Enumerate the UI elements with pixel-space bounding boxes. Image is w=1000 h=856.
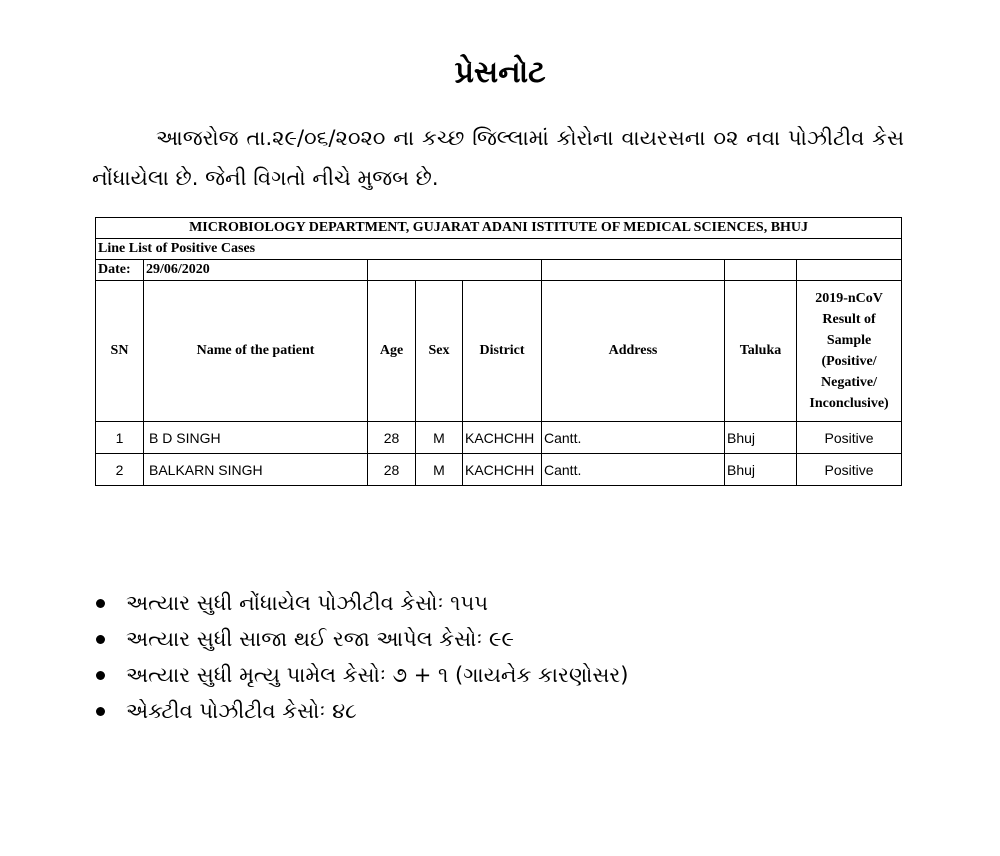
cell-sn: 2	[96, 454, 144, 486]
cell-address: Cantt.	[542, 422, 725, 454]
list-item	[92, 693, 629, 729]
cell-age: 28	[368, 454, 416, 486]
page-title: પ્રેસનોટ	[454, 55, 546, 90]
col-result	[797, 281, 902, 422]
bullet-icon	[96, 599, 105, 608]
cell-name: B D SINGH	[144, 422, 368, 454]
intro-paragraph: આજરોજ તા.૨૯/૦૬/૨૦૨૦ ના કચ્છ જિલ્લામાં કોરોના વાયરસના ૦૨ નવા પોઝીટીવ કેસ નોંધાયેલા છે. જેની વિગતો નીચે મુજબ છે.	[92, 126, 904, 190]
table-sub-header: Line List of Positive Cases	[96, 239, 902, 260]
cell-district: KACHCHH	[463, 454, 542, 486]
col-address: Address	[542, 281, 725, 422]
cell-sex: M	[416, 454, 463, 486]
bullet-icon	[96, 671, 105, 680]
cell-address: Cantt.	[542, 454, 725, 486]
cell-result: Positive	[797, 422, 902, 454]
col-age: Age	[368, 281, 416, 422]
col-result-line: Result of	[822, 312, 876, 327]
table-row	[96, 454, 902, 486]
col-sex: Sex	[416, 281, 463, 422]
date-value: 29/06/2020	[144, 260, 368, 281]
bullet-icon	[96, 635, 105, 644]
col-result-line: 2019-nCoV	[815, 291, 883, 306]
col-name: Name of the patient	[144, 281, 368, 422]
stat-active: એક્ટીવ પોઝીટીવ કેસોઃ ૪૮	[126, 699, 357, 723]
col-taluka: Taluka	[725, 281, 797, 422]
col-result-line: Sample	[826, 333, 872, 348]
cell-district: KACHCHH	[463, 422, 542, 454]
cell-taluka: Bhuj	[725, 422, 797, 454]
list-item	[92, 657, 629, 693]
stat-total-positive: અત્યાર સુધી નોંધાયેલ પોઝીટીવ કેસોઃ ૧૫૫	[126, 591, 489, 615]
cell-taluka: Bhuj	[725, 454, 797, 486]
col-result-line: Negative/	[821, 375, 878, 390]
cell-sex: M	[416, 422, 463, 454]
date-row	[96, 260, 902, 281]
cell-result: Positive	[797, 454, 902, 486]
stat-discharged: અત્યાર સુધી સાજા થઈ રજા આપેલ કેસોઃ ૯૯	[126, 627, 514, 651]
col-district: District	[463, 281, 542, 422]
list-item	[92, 585, 629, 621]
col-sn: SN	[96, 281, 144, 422]
date-label: Date:	[96, 260, 144, 281]
column-header-row	[96, 281, 902, 422]
cell-sn: 1	[96, 422, 144, 454]
table-row	[96, 422, 902, 454]
table-main-header: MICROBIOLOGY DEPARTMENT, GUJARAT ADANI ISTITUTE OF MEDICAL SCIENCES, BHUJ	[96, 218, 902, 239]
cell-age: 28	[368, 422, 416, 454]
cell-name: BALKARN SINGH	[144, 454, 368, 486]
positive-cases-table	[95, 217, 902, 486]
col-result-line: (Positive/	[821, 354, 877, 369]
col-result-line: Inconclusive)	[809, 396, 889, 411]
case-stats-list	[92, 585, 629, 729]
bullet-icon	[96, 707, 105, 716]
list-item	[92, 621, 629, 657]
stat-deaths: અત્યાર સુધી મૃત્યુ પામેલ કેસોઃ ૭ + ૧ (ગાયનેક કારણોસર)	[126, 663, 629, 687]
